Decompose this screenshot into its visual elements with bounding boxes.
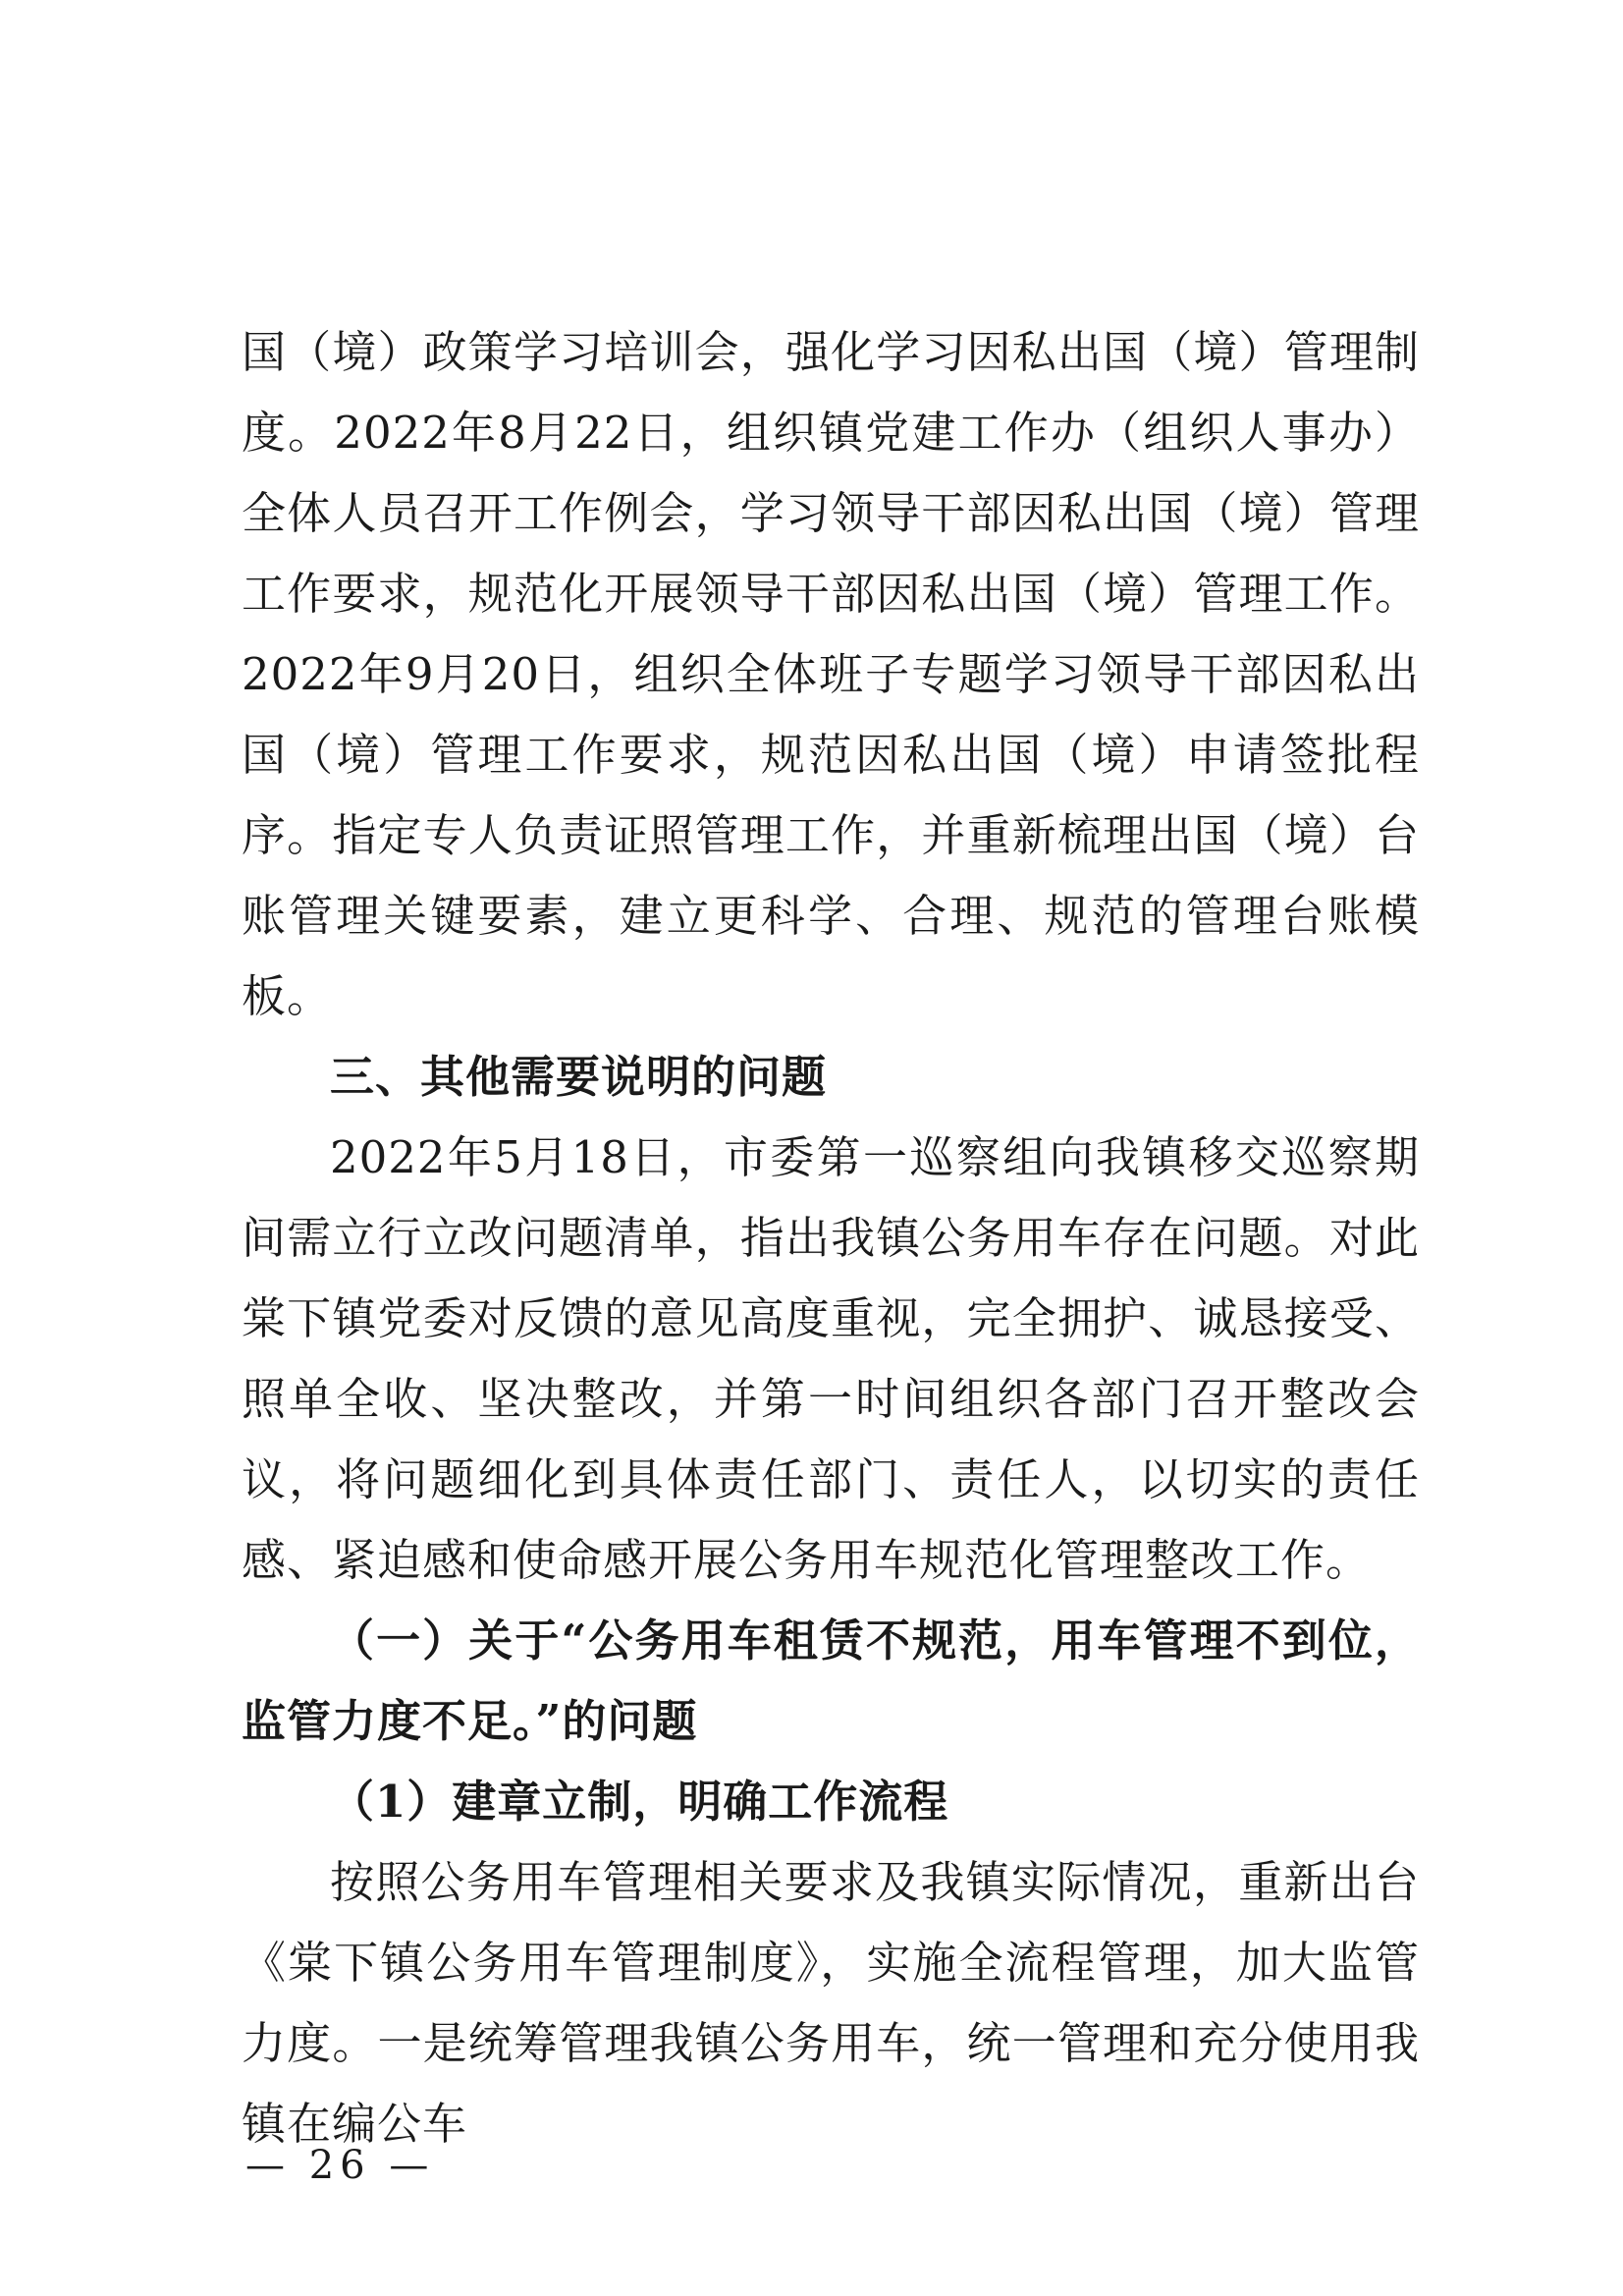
paragraph-continuation: 国（境）政策学习培训会，强化学习因私出国（境）管理制度。2022年8月22日，组织镇党建工作办（组织人事办）全体人员召开工作例会，学习领导干部因私出国（境）管理工作要求，规范化开展领导干部因私出国（境）管理工作。2022年9月20日，组织全体班子专题学习领导干部因私出国（境）管理工作要求，规范因私出国（境）申请签批程序。指定专人负责证照管理工作，并重新梳理出国（境）台账管理关键要素，建立更科学、合理、规范的管理台账模板。 xyxy=(242,326,1420,1022)
subsection-heading-1-1: （1）建章立制，明确工作流程 xyxy=(330,1776,949,1828)
page-number: — 26 — xyxy=(245,2143,435,2188)
paragraph-vehicle-management: 按照公务用车管理相关要求及我镇实际情况，重新出台《棠下镇公务用车管理制度》，实施全流程管理，加大监管力度。一是统筹管理我镇公务用车，统一管理和充分使用我镇在编公车 xyxy=(242,1856,1420,2150)
document-body xyxy=(242,312,1420,2164)
section-heading-3: 三、其他需要说明的问题 xyxy=(330,1051,828,1103)
paragraph-inspection: 2022年5月18日，市委第一巡察组向我镇移交巡察期间需立行立改问题清单，指出我镇公务用车存在问题。对此棠下镇党委对反馈的意见高度重视，完全拥护、诚恳接受、照单全收、坚决整改，并第一时间组织各部门召开整改会议，将问题细化到具体责任部门、责任人，以切实的责任感、紧迫感和使命感开展公务用车规范化管理整改工作。 xyxy=(242,1131,1420,1586)
subsection-heading-1: （一）关于“公务用车租赁不规范，用车管理不到位，监管力度不足。”的问题 xyxy=(242,1614,1420,1747)
